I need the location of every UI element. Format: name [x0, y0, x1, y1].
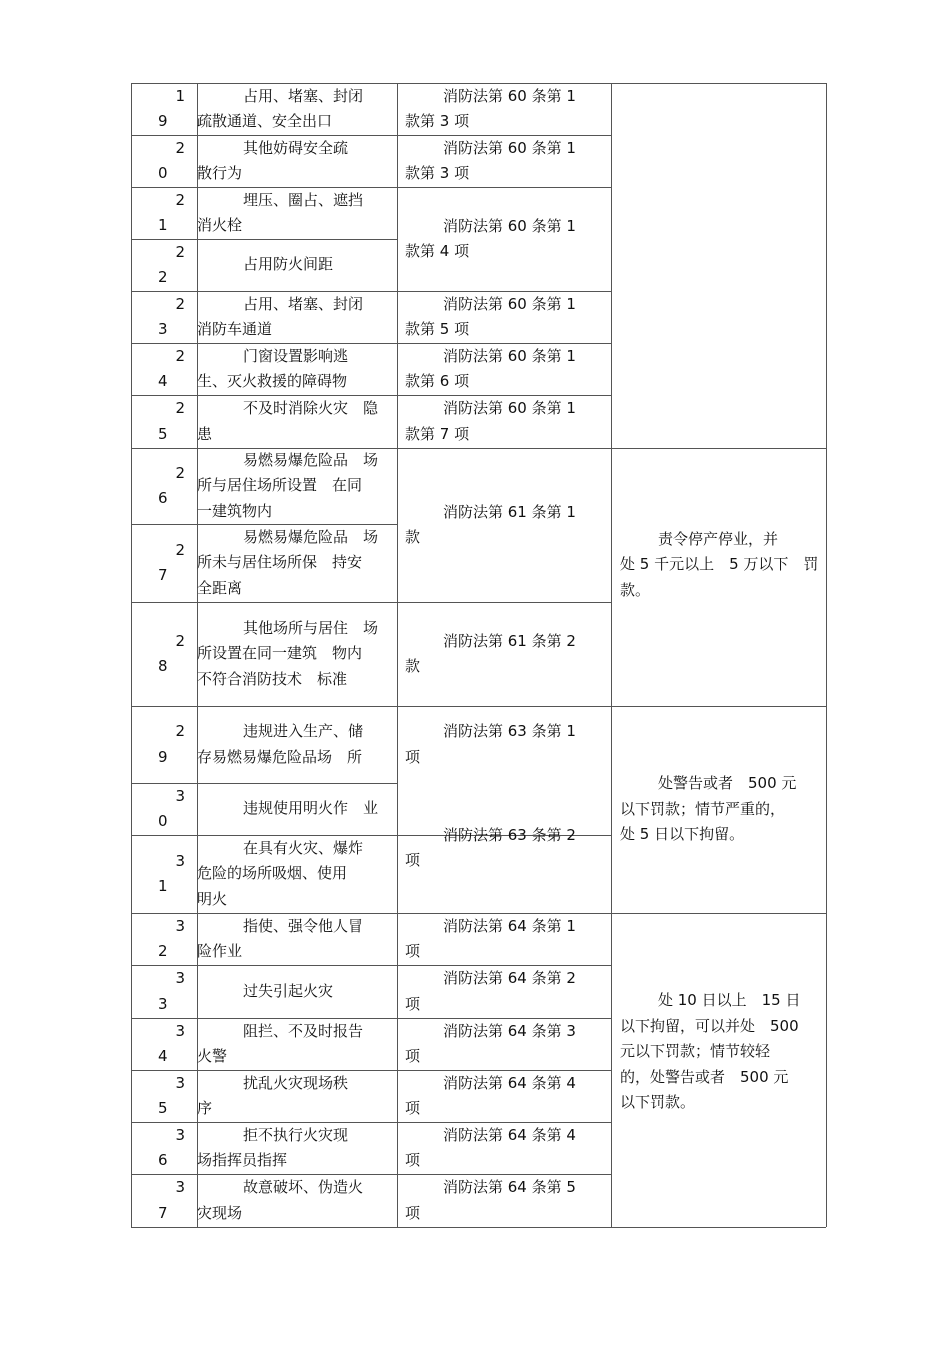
violation-item-line: 疏散通道、安全出口	[197, 112, 333, 130]
penalty-text-line: 责令停产停业，并	[658, 529, 779, 548]
row-number	[131, 966, 197, 1017]
penalty-text-line: 以下罚款。	[620, 1093, 696, 1112]
violation-item-line: 生、灭火救援的障碍物	[197, 372, 348, 390]
violation-item	[197, 1019, 397, 1070]
violation-item-line: 其他妨碍安全疏	[243, 138, 349, 157]
row-number-line: 3	[175, 851, 185, 870]
violation-item-line: 门窗设置影响逃	[243, 346, 349, 365]
row-number	[131, 461, 197, 512]
row-number-line: 6	[158, 489, 168, 507]
row-number-line: 3	[175, 786, 185, 805]
violation-item-line: 占用、堵塞、封闭	[243, 86, 364, 105]
penalty-text-line: 款。	[620, 580, 651, 599]
row-number	[131, 784, 197, 835]
legal-basis-line: 项	[405, 851, 421, 869]
violation-item-line: 阻拦、不及时报告	[243, 1021, 364, 1040]
row-number	[131, 1123, 197, 1174]
violation-item-line: 所设置在同一建筑 物内	[197, 644, 363, 663]
legal-basis	[405, 1071, 611, 1122]
legal-basis-line: 项	[405, 994, 421, 1013]
row-number-line: 2	[158, 942, 168, 960]
legal-basis-line: 项	[405, 747, 421, 766]
row-number-line: 3	[175, 1021, 185, 1040]
legal-basis	[405, 344, 611, 395]
legal-basis-line: 消防法第 64 条第 5	[443, 1178, 576, 1196]
row-number-line: 2	[175, 631, 185, 650]
legal-basis-line: 项	[405, 1151, 421, 1169]
legal-basis-line: 项	[405, 942, 421, 960]
violation-item-line: 全距离	[197, 578, 243, 597]
violation-item-line: 易燃易爆危险品 场	[243, 450, 379, 469]
legal-basis-line: 消防法第 60 条第 1	[443, 294, 576, 313]
violation-item-line: 险作业	[197, 942, 243, 960]
row-number	[131, 849, 197, 900]
violation-item-line: 指使、强令他人冒	[243, 916, 364, 935]
row-number	[131, 1019, 197, 1070]
row-number-line: 2	[175, 722, 185, 740]
violation-item	[197, 1071, 397, 1122]
violation-item-line: 所与居住场所设置 在同	[197, 476, 363, 495]
violation-item	[197, 836, 397, 913]
violation-item	[197, 84, 397, 135]
legal-basis-line: 款第 6 项	[405, 372, 470, 390]
row-number	[131, 719, 197, 770]
row-number-line: 4	[158, 372, 168, 390]
legal-basis-line: 款第 7 项	[405, 424, 470, 443]
row-number-line: 3	[175, 1073, 185, 1092]
violation-item-line: 其他场所与居住 场	[243, 618, 379, 637]
legal-basis-line: 消防法第 64 条第 4	[443, 1125, 576, 1144]
violation-item-line: 故意破坏、伪造火	[243, 1178, 364, 1196]
row-number	[131, 240, 197, 291]
penalty-text-line: 处警告或者 500 元	[658, 774, 797, 793]
row-number-line: 9	[158, 112, 168, 130]
row-number-line: 0	[158, 812, 168, 830]
row-number-line: 7	[158, 1203, 168, 1222]
row-number-line: 3	[158, 320, 168, 338]
penalty-text-line: 以下拘留，可以并处 500	[620, 1016, 799, 1035]
row-number-line: 6	[158, 1151, 168, 1169]
violation-item-line: 违规使用明火作 业	[243, 799, 379, 818]
row-number-line: 7	[158, 566, 168, 584]
legal-basis-line: 款第 3 项	[405, 112, 470, 130]
row-number	[131, 292, 197, 343]
violation-item-line: 过失引起火灾	[243, 981, 334, 1000]
legal-basis	[405, 214, 611, 265]
violation-item-line: 消火栓	[197, 216, 243, 234]
penalty-text-line: 的，处警告或者 500 元	[620, 1067, 789, 1086]
legal-basis-line: 项	[405, 1203, 421, 1222]
row-number-line: 3	[175, 916, 185, 935]
legal-basis-line: 消防法第 60 条第 1	[443, 399, 576, 417]
row-number-line: 3	[175, 1178, 185, 1196]
legal-basis	[405, 914, 611, 965]
row-number-line: 3	[175, 969, 185, 987]
violation-item-line: 不符合消防技术 标准	[197, 669, 348, 688]
legal-basis	[405, 84, 611, 135]
legal-basis	[405, 966, 611, 1017]
violation-item	[197, 796, 397, 822]
penalty-text-line: 以下罚款；情节严重的，	[620, 799, 786, 818]
legal-basis-line: 消防法第 60 条第 1	[443, 346, 576, 365]
row-number	[131, 629, 197, 680]
row-number-line: 3	[158, 994, 168, 1013]
row-number	[131, 1071, 197, 1122]
violation-item-line: 存易燃易爆危险品场 所	[197, 747, 363, 766]
violation-item	[197, 252, 397, 278]
row-number	[131, 1175, 197, 1226]
violation-item	[197, 1123, 397, 1174]
violation-item-line: 危险的场所吸烟、使用	[197, 864, 348, 883]
violation-item	[197, 448, 397, 525]
row-number-line: 2	[175, 540, 185, 559]
legal-basis-line: 项	[405, 1099, 421, 1117]
row-number-line: 2	[175, 190, 185, 209]
legal-basis-line: 消防法第 60 条第 1	[443, 138, 576, 157]
violation-item-line: 拒不执行火灾现	[243, 1125, 349, 1144]
row-number-line: 8	[158, 657, 168, 675]
legal-basis	[405, 136, 611, 187]
violation-item	[197, 979, 397, 1005]
row-number-line: 4	[158, 1047, 168, 1065]
violation-item-line: 所未与居住场所保 持安	[197, 553, 363, 572]
violation-item-line: 火警	[197, 1047, 228, 1065]
legal-basis-line: 消防法第 64 条第 2	[443, 969, 576, 987]
violation-item	[197, 616, 397, 693]
legal-basis-line: 款第 3 项	[405, 164, 470, 182]
row-number	[131, 538, 197, 589]
row-number-line: 1	[158, 877, 168, 895]
row-number-line: 2	[175, 294, 185, 313]
row-number-line: 2	[158, 268, 168, 286]
violation-item	[197, 525, 397, 602]
violation-item-line: 占用防火间距	[243, 255, 334, 274]
violation-item-line: 消防车通道	[197, 320, 273, 338]
row-number	[131, 344, 197, 395]
violation-item	[197, 136, 397, 187]
violation-item	[197, 344, 397, 395]
legal-basis	[405, 823, 611, 874]
row-number-line: 5	[158, 1099, 168, 1117]
violation-item-line: 易燃易爆危险品 场	[243, 527, 379, 546]
legal-basis	[405, 1123, 611, 1174]
penalty-text-line: 处 5 日以下拘留。	[620, 825, 745, 844]
row-number-line: 2	[175, 463, 185, 482]
row-number	[131, 914, 197, 965]
violation-item-line: 不及时消除火灾 隐	[243, 399, 379, 417]
legal-basis-line: 消防法第 63 条第 1	[443, 722, 576, 740]
penalty-text	[620, 527, 826, 604]
violation-item-line: 在具有火灾、爆炸	[243, 838, 364, 857]
row-number-line: 9	[158, 747, 168, 766]
violation-item	[197, 914, 397, 965]
legal-basis-line: 款第 5 项	[405, 320, 470, 338]
violation-item-line: 明火	[197, 889, 228, 908]
violation-item-line: 一建筑物内	[197, 501, 273, 520]
row-number-line: 5	[158, 424, 168, 443]
violation-item-line: 场指挥员指挥	[197, 1151, 288, 1169]
row-number-line: 2	[175, 346, 185, 365]
row-number	[131, 84, 197, 135]
row-number-line: 1	[158, 216, 168, 234]
legal-basis	[405, 500, 611, 551]
penalty-text	[620, 988, 826, 1116]
penalty-text-line: 处 5 千元以上 5 万以下 罚	[620, 555, 819, 574]
row-number	[131, 396, 197, 447]
violation-item-line: 违规进入生产、储	[243, 722, 364, 740]
violation-item	[197, 396, 397, 447]
legal-basis-line: 消防法第 64 条第 3	[443, 1021, 576, 1040]
violation-item	[197, 188, 397, 239]
legal-basis	[405, 1019, 611, 1070]
penalty-text-line: 处 10 日以上 15 日	[658, 991, 801, 1010]
legal-basis	[405, 396, 611, 447]
legal-basis-line: 款第 4 项	[405, 242, 470, 260]
violation-item-line: 扰乱火灾现场秩	[243, 1073, 349, 1092]
violation-item	[197, 292, 397, 343]
legal-basis-line: 款	[405, 528, 421, 546]
violation-item-line: 占用、堵塞、封闭	[243, 294, 364, 313]
row-number-line: 0	[158, 164, 168, 182]
legal-basis-line: 消防法第 60 条第 1	[443, 86, 576, 105]
legal-basis	[405, 719, 611, 770]
violation-item-line: 灾现场	[197, 1203, 243, 1222]
legal-basis	[405, 1175, 611, 1226]
legal-basis-line: 消防法第 61 条第 2	[443, 631, 576, 650]
legal-basis	[405, 629, 611, 680]
violation-item-line: 埋压、圈占、遮挡	[243, 190, 364, 209]
legal-basis-line: 消防法第 61 条第 1	[443, 502, 576, 521]
row-number-line: 3	[175, 1125, 185, 1144]
row-number-line: 2	[175, 399, 185, 417]
legal-basis	[405, 292, 611, 343]
row-number-line: 2	[175, 242, 185, 261]
violation-item-line: 序	[197, 1099, 213, 1117]
legal-basis-line: 消防法第 63 条第 2	[443, 825, 576, 844]
violation-item	[197, 1175, 397, 1226]
legal-basis-line: 消防法第 64 条第 1	[443, 916, 576, 935]
penalty-text-line: 元以下罚款；情节较轻	[620, 1042, 771, 1061]
violation-item	[197, 719, 397, 770]
violation-item-line: 患	[197, 424, 213, 443]
row-number-line: 2	[175, 138, 185, 157]
row-number-line: 1	[175, 86, 185, 105]
violation-item-line: 散行为	[197, 164, 243, 182]
legal-basis-line: 消防法第 64 条第 4	[443, 1073, 576, 1092]
penalty-text	[620, 771, 826, 848]
row-number	[131, 136, 197, 187]
row-number	[131, 188, 197, 239]
legal-basis-line: 项	[405, 1047, 421, 1065]
legal-basis-line: 款	[405, 657, 421, 675]
legal-basis-line: 消防法第 60 条第 1	[443, 216, 576, 235]
